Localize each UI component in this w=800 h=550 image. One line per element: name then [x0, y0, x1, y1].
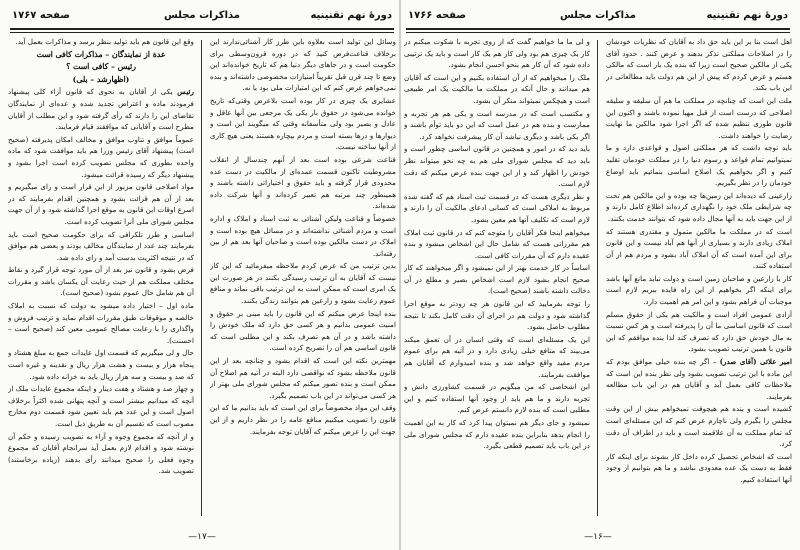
body-paragraph: زارعینی که دیده‌اند این زمین‌ها چه بوده و این مالکین هم تحت چه شرایطی ملک خود را نگهداری کرده‌اند اطلاع کامل دارند و از این جهت باید به آنها مجال داده شود که بتوانند خدمت بکنند. — [606, 190, 792, 223]
body-paragraph: وقع این قانون هم باید تولید بنظر برسد و مذاکرات بعمل آید. — [15, 37, 194, 46]
column-left — [404, 36, 590, 522]
header-rule — [10, 28, 394, 33]
header-rule — [406, 28, 790, 33]
body-paragraph: عشایری یک چیزی در کار بوده است بلاعرض وقتی‌که تاریخ خوانده می‌شود در حقوق بار یکی یک مرجعی بین آنها عاقل و عادل و بصیر بود ولی متأسفانه وقتی که میگویند این است و دیوارها و درها بسته است و مردم بیچاره هستند یعنی هیچ کاری از آنها ساخته نیست. — [210, 95, 396, 152]
speech-text: یکی از آقایان به نحوی که قانون آراء کلی پیشنهاد فرمودند ماده و اعتراض تجدید شده و عده‌ای از نمایندگان تقاضای این را دارند که رأی گرفته شود و این مطلب از آقایان مطرح است و آقایانی که موافقند قیام فرمایند. — [8, 87, 194, 132]
body-paragraph: نمیشود و جای دیگر هم نمیتوان پیدا کرد که کار به این اهمیت را انجام بدهد بنابراین بنده عقیده دارم که مجلس شورای ملی در این باب باید تصمیم قطعی بگیرد. — [404, 418, 590, 451]
body-paragraph: ملک را میخواهیم که از آن استفاده بکنیم و این است که آقایان هم میدانند و حال آنکه در مملکت ما مالکیت یک امر طبیعی است و هیچکس نمیتواند منکر آن بشود. — [404, 72, 590, 105]
header-title: مذاکرات مجلس — [163, 10, 240, 21]
body-paragraph: ملت این است که چنانچه در مملکت ما هم آن سلیقه و سلیقه اصلاحی که درست است از قبل مهیا نموده باشند و اکنون این قانون طوری تنظیم شده که اگر اجرا شود مالکین ما نهایت رضایت را خواهند داشت. — [606, 95, 792, 140]
body-paragraph: و از آنچه که مجموع وجوه و آراء به تصویب رسیده و حکم آن نوشته شود و اقدام لازم بعمل آید سرانجام آقایان که مجموع وجوه فعلی را صحیح میدانند رأی بدهند (زیاده برخاستند) تصویب شد. — [8, 431, 194, 476]
column-left — [8, 36, 194, 522]
body-paragraph: باید توجه داشت که هر مملکتی اصول و قواعدی دارد و ما نمیتوانیم تمام قواعد و رسوم دنیا را در مملکت خودمان تقلید کنیم و اگر بخواهیم یک اصلاح اساسی بنمائیم باید اوضاع خودمان را در نظر بگیریم. — [606, 143, 792, 188]
speaker-paragraph — [606, 356, 792, 402]
page-number: —۱۷— — [188, 532, 216, 542]
body-paragraph: است که اشخاص تحصیل کرده داخل کار بشوند برای اینکه کار فقط به دست یک عده معدودی نباشد و ما هم بتوانیم از وجود آنها استفاده کنیم. — [606, 451, 792, 484]
body-paragraph: اساسی و طرز تلکرافی که برای حکومت صحیح است باید بفرمایند چند عدد از نمایندگان مخالف بودند و بعضی هم موافق که در نتیجه اکثریت بدست آمد و رای داده شد. — [8, 229, 194, 262]
body-paragraph: این یک مسئله‌ای است که وقتی انسان در آن تعمق میکند می‌بیند که منافع خیلی زیادی دارد و در آتیه هم برای عموم مردم مفید واقع خواهد شد و بنده امیدوارم که آقایان هم موافقت بفرمایند. — [404, 334, 590, 379]
body-paragraph: باید دید که در امور و همچنین در قانون اساسی چطور است و باید دید که مجلس شورای ملی هم به چه نحو میتواند نظر خودش را اظهار کند و از این جهت بنده عرض میکنم که دقت لازم است. — [404, 144, 590, 189]
text-columns — [8, 36, 396, 522]
right-page — [404, 6, 792, 544]
body-paragraph: و لی ما ما خواهیم گفت که از روی تجربه با شکوت میکنم در کار یک چیزی هم بود ولی کار هم یک کار است و باید یک ترتیبی داده شود که آن کار هم بنحو احسن انجام بشود. — [404, 37, 590, 70]
column-right — [606, 36, 792, 522]
header-page-label: صفحه ۱۷۶۶ — [408, 10, 467, 21]
book-gutter — [399, 0, 401, 550]
body-paragraph: آزادی عمومی افراد است و مالکیت هم یکی از حقوق مسلم است که قانون اساسی ما آن را پذیرفته است و هر کس نسبت به مال خودش حق دارد که تصرف کند لذا بنده موافقم که این قانون با همین ترتیب تصویب بشود. — [606, 309, 792, 354]
page-header — [404, 6, 792, 28]
header-term: دورهٔ نهم تقنینیه — [310, 10, 392, 21]
body-paragraph: را توجه بفرمایید که این قانون هر چه زودتر به موقع اجرا گذاشته شود و دولت هم در اجرای آن دقت کامل بکند تا نتیجه مطلوب حاصل بشود. — [404, 299, 590, 332]
body-paragraph: فرض بشود و قانون نیز بعد از آن مورد توجه قرار گیرد و نقاط مختلف مملکت هم از حیث رعایت آن یکسان باشد و مقررات آن هم شامل حال عموم بشود (صحیح است). — [8, 265, 194, 298]
section-subheading: رئیس – کافی است ؟ — [66, 62, 136, 72]
body-paragraph: اساساً در کار خدمت بهتر از این نمیشود و اگر میخواهند که کار صحیح انجام بشود لازم است اشخاص بصیر و مطلع در آن دخالت داشته باشند (صحیح است). — [404, 263, 590, 296]
body-paragraph: است که در مملکت ما مالکین متمول و مقتدری هستند که املاک زیادی دارند و بسیاری از آنها هم آباد نیست و این قانون برای این آمده است که آن املاک آباد بشود و مردم هم از آن استفاده کنند. — [606, 226, 792, 271]
header-page-label: صفحه ۱۷۶۷ — [12, 10, 71, 21]
left-page — [8, 6, 396, 544]
page-number: —۱۶— — [584, 532, 612, 542]
body-paragraph: و چهار صد و هشتاد و هفت دینار و اینکه مجموع عایدات ملک از آنچه که میدانیم بیشتر است و آنچه پنهانی شده اکثراً برخلاف اصول است و این عدد هم باید تعیین شود قسمت دوم مخارج مصوب است که تقسیم آن به طریق ذیل است. — [8, 384, 194, 428]
page-header — [8, 6, 396, 28]
body-paragraph: ماده اول – اختیار داده میشود به دولت که نسبت به املاک خالصه و موقوفات طبق مقررات اقدام نماید و ترتیب فروش و واگذاری را با رعایت مصالح عمومی معین کند (صحیح است – احسنت). — [8, 301, 194, 345]
body-paragraph: خصوصاً و قناعت ولیکن آشنائی به ثبت اسناد و املاک و اداره است و مردم آشنائی نداشته‌اند و در مسائل هیچ بوده است و املاک در دست مالکین بوده است و صاحبان آنها بعد هم از بین رفته‌اند. — [210, 213, 396, 258]
speech-text: – اگر چه بنده خیلی موافق بودم که این ماده با این ترتیب تصویب بشود ولی نظر بنده این است که ملاحظات کافی بعمل آید و آقایان هم در این باب مطالعه بفرمایند. — [606, 357, 792, 401]
body-paragraph: اهل است بنا بر این باید حق داد به آقایان که نظریات خودشان را در اصلاحات مملکتی تذکر بدهند و عرض کنند . حدود آقای یکی از مالکین صحیح است زیرا که بنده یک بار است که مالکی هستم و عرض کردم که پیش از این هم دولت باید مطالعاتی در این باب بکند. — [606, 37, 792, 93]
column-divider — [597, 40, 598, 516]
body-paragraph: حال و لی میگیریم که قسمت اول عایدات جمع به مبلغ هشتاد و پنجاه هزار و بیست و هشت هزار ریال و نقدینه و غیره است که صد و بیست و سه هزار ریال باید به خزانه داده شود. — [8, 348, 194, 381]
body-paragraph: بدین ترتیب من که عرض کردم ملاحظه میفرمائید که این کار نیست که آقایان به آن ترتیب رسیدگی بکنند در هر صورت این یک امری است که ممکن است به این ترتیب باقی نماند و منافع عموم رعایت بشود و زارعین هم بتوانند زندگی بکنند. — [210, 261, 396, 306]
header-term: دورهٔ نهم تقنینیه — [706, 10, 788, 21]
column-right — [210, 36, 396, 522]
body-paragraph: بنده اینجا عرض میکنم که این قانون را باید مبنی بر حقوق و امنیت عمومی بدانیم و هر کسی حق دارد که ملک خودش را داشته باشد و در آن هم تصرف بکند و این مطلبی است که قانون اساسی هم آن را تصریح کرده است. — [210, 308, 396, 353]
body-paragraph: مهمترین نکته این است که اقدام بشود و چنانچه بعد از این قانون ملاحظه بشود که نواقصی دارد البته در آتیه هم اصلاح آن ممکن است و بنده تصور میکنم که مجلس شورای ملی بهتر از هر کسی می‌تواند در این باب تصمیم بگیرد. — [210, 356, 396, 400]
body-paragraph: عموماً موافق و تناوب موافق و مخالف امکان پذیرفته (صحیح است) پیشنهاد آقای رئیس وزرا هم باید موافقت شود که ماده واحده بطوری که مجلس تصویب کرده است اجرا بشود و پیشنهاد دیگر که رسیده قرائت میشود. — [8, 134, 194, 179]
header-title: مذاکرات مجلس — [559, 10, 636, 21]
body-paragraph: قناعت شرعی بوده است بعد از آنهم چندسال از انقلاب مشروطیت تاکنون قسمت عمده‌ای از مالکیت در دست عده محدودی قرار گرفته و باید حقوق و اختیاراتی داشته باشند و همینطور چند مرتبه هم تعبیر کرده‌اند و آنها شرکت داده شده‌اند. — [210, 154, 396, 211]
body-paragraph: کشیده است و بنده هم هیچوقت نمیخواهم بیش از این وقت مجلس را بگیرم ولی ناچارم عرض کنم که این مسئله‌ای است که تمام مملکت به آن علاقمند است و باید در اطراف آن دقت کرد. — [606, 404, 792, 449]
section-subheading: (اظهارشد – بلی) — [72, 74, 130, 84]
column-divider — [201, 40, 202, 516]
text-columns — [404, 36, 792, 522]
speaker-name: امیر علائی (آقای صدر) — [719, 357, 792, 367]
speaker-paragraph — [8, 86, 194, 132]
body-paragraph: مواد اصلاحی قانون مزبور از این قرار است و رای میگیریم و بعد از آن هم قرائت بشود و همچنین اقدام بفرمایند که در اسرع اوقات این قانون به موقع اجرا گذاشته شود و از آن جهت مجلس شورای ملی آنرا تصویب کرده است. — [8, 182, 194, 226]
body-paragraph: میخواهم اینجا فکر آقایان را متوجه کنم که در قانون ثبت املاک هم مقرراتی هست که شامل حال این اشخاص میشود و بنده عقیده دارم که آن مقررات کافی است. — [404, 227, 590, 260]
body-paragraph: وسائل این تولید است بعلاوه باین طرز کار آشنائی‌ندارند این برخلاف قناعت‌فرض کنید که در دوره قرون‌وسطی‌ برای حکومت است و در جاهای دیگر دنیا هم که تاریخ خوانده‌اند این وضع تا چند قرن قبل تقریباً امتیازات مخصوصی داشته‌اند و بنده نمی‌خواهم عرض کنم که این امتیازات ملی بود یا نه. — [210, 37, 396, 93]
body-paragraph: و نظر دیگری هست که در قسمت ثبت اسناد هم که گفته شده مربوط به املاکی است که کسانی ادعای مالکیت آن را دارند و لازم است که تکلیف آنها هم معین بشود. — [404, 191, 590, 224]
body-paragraph: این اشخاصی که من میگویم در قسمت کشاورزی دانش و تجربه دارند و ما هم باید از وجود آنها استفاده کنیم و این مطلبی است که بنده لازم دانستم عرض کنم. — [404, 382, 590, 415]
body-paragraph: وقف این مواد مخصوصاً برای این است که باید بدانیم ما که این قانون را تصویب میکنیم منافع عامه را در نظر داریم و از این جهت این را عرض میکنم که آقایان توجه بفرمایند. — [210, 403, 396, 436]
body-paragraph: و مکتسب است که در مدرسه است و یکی هم هر تجربه و ممارست و بنده هم در عمل است که این دو باید توأم باشند و اگر یکی باشد و دیگری نباشد آن کار پیشرفت نخواهد کرد. — [404, 108, 590, 141]
speaker-name: رئیس — [177, 87, 194, 97]
body-paragraph: کار با زارعین و صاحبان زمین است و دولت نباید مانع آنها باشد برای اینکه اگر بخواهیم از این راه فایده ببریم لازم است موجبات آن فراهم بشود و این امر هم اهمیت دارد. — [606, 273, 792, 307]
section-subheading: عدة از نمایندگان – مذاکرات کافی است — [36, 49, 166, 59]
